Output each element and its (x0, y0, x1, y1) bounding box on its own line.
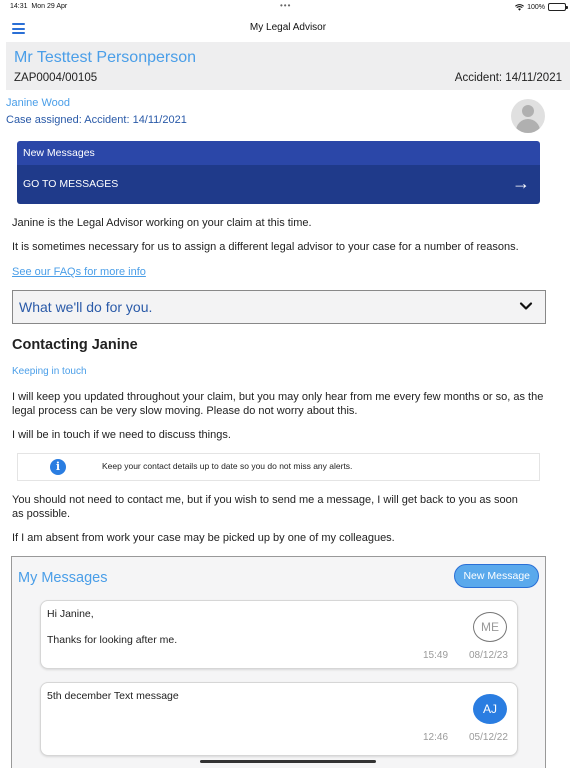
advisor-avatar (511, 99, 545, 133)
info-box (17, 453, 540, 481)
go-to-messages-button[interactable] (17, 165, 540, 204)
info-text: Keep your contact details up to date so you do not miss any alerts. (102, 461, 353, 471)
contacting-title: Contacting Janine (12, 337, 138, 353)
my-messages-panel (11, 556, 546, 768)
info-icon: i (50, 459, 66, 475)
my-messages-title: My Messages (18, 570, 108, 586)
faq-link[interactable]: See our FAQs for more info (12, 266, 146, 278)
what-we-do-accordion[interactable] (12, 290, 546, 324)
message-date: 08/12/23 (469, 650, 508, 661)
battery-icon (548, 3, 566, 11)
wifi-icon (515, 4, 524, 11)
case-reference: ZAP0004/00105 (14, 72, 98, 84)
battery-percent: 100% (527, 3, 545, 11)
status-right (515, 3, 566, 11)
keeping-in-touch-label: Keeping in touch (12, 366, 87, 377)
contacting-paragraph-3: You should not need to contact me, but if you wish to send me a message, I will get back to you as soon as possible. (12, 494, 518, 520)
message-time: 12:46 (423, 732, 449, 743)
accordion-title: What we'll do for you. (19, 299, 153, 315)
message-card[interactable] (40, 682, 518, 756)
status-bar (0, 0, 576, 14)
sender-avatar: AJ (473, 694, 507, 724)
multitasking-dots[interactable]: ••• (280, 1, 292, 10)
chevron-down-icon (519, 299, 533, 313)
message-time: 15:49 (423, 650, 449, 661)
arrow-right-icon: → (512, 173, 530, 193)
sender-avatar: ME (473, 612, 507, 642)
accident-date: Accident: 14/11/2021 (454, 72, 562, 84)
go-to-messages-label: GO TO MESSAGES (23, 178, 119, 190)
message-line: Thanks for looking after me. (47, 634, 178, 646)
contacting-paragraph-4: If I am absent from work your case may be picked up by one of my colleagues. (12, 532, 395, 544)
client-name: Mr Testtest Personperson (14, 49, 197, 66)
message-line: 5th december Text message (47, 690, 179, 702)
message-card[interactable] (40, 600, 518, 669)
intro-paragraph-1: Janine is the Legal Advisor working on your claim at this time. (12, 217, 312, 229)
message-date: 05/12/22 (469, 732, 508, 743)
contacting-paragraph-1: I will keep you updated throughout your claim, but you may only hear from me every few months or so, as the legal process can be very slow moving. Please do not worry about this. (12, 391, 544, 417)
advisor-name: Janine Wood (6, 97, 71, 109)
new-message-button[interactable]: New Message (454, 564, 539, 588)
contacting-paragraph-2: I will be in touch if we need to discuss things. (12, 429, 231, 441)
message-line: Hi Janine, (47, 608, 94, 620)
intro-paragraph-2: It is sometimes necessary for us to assign a different legal advisor to your case for a number of reasons. (12, 241, 519, 253)
case-assigned: Case assigned: Accident: 14/11/2021 (6, 114, 187, 126)
home-indicator[interactable] (200, 760, 376, 763)
client-header (6, 42, 570, 90)
status-time: 14:31 Mon 29 Apr (10, 3, 68, 10)
nav-bar (0, 14, 576, 42)
new-messages-label: New Messages (17, 141, 540, 165)
new-messages-banner (17, 141, 540, 204)
nav-title: My Legal Advisor (249, 22, 327, 33)
